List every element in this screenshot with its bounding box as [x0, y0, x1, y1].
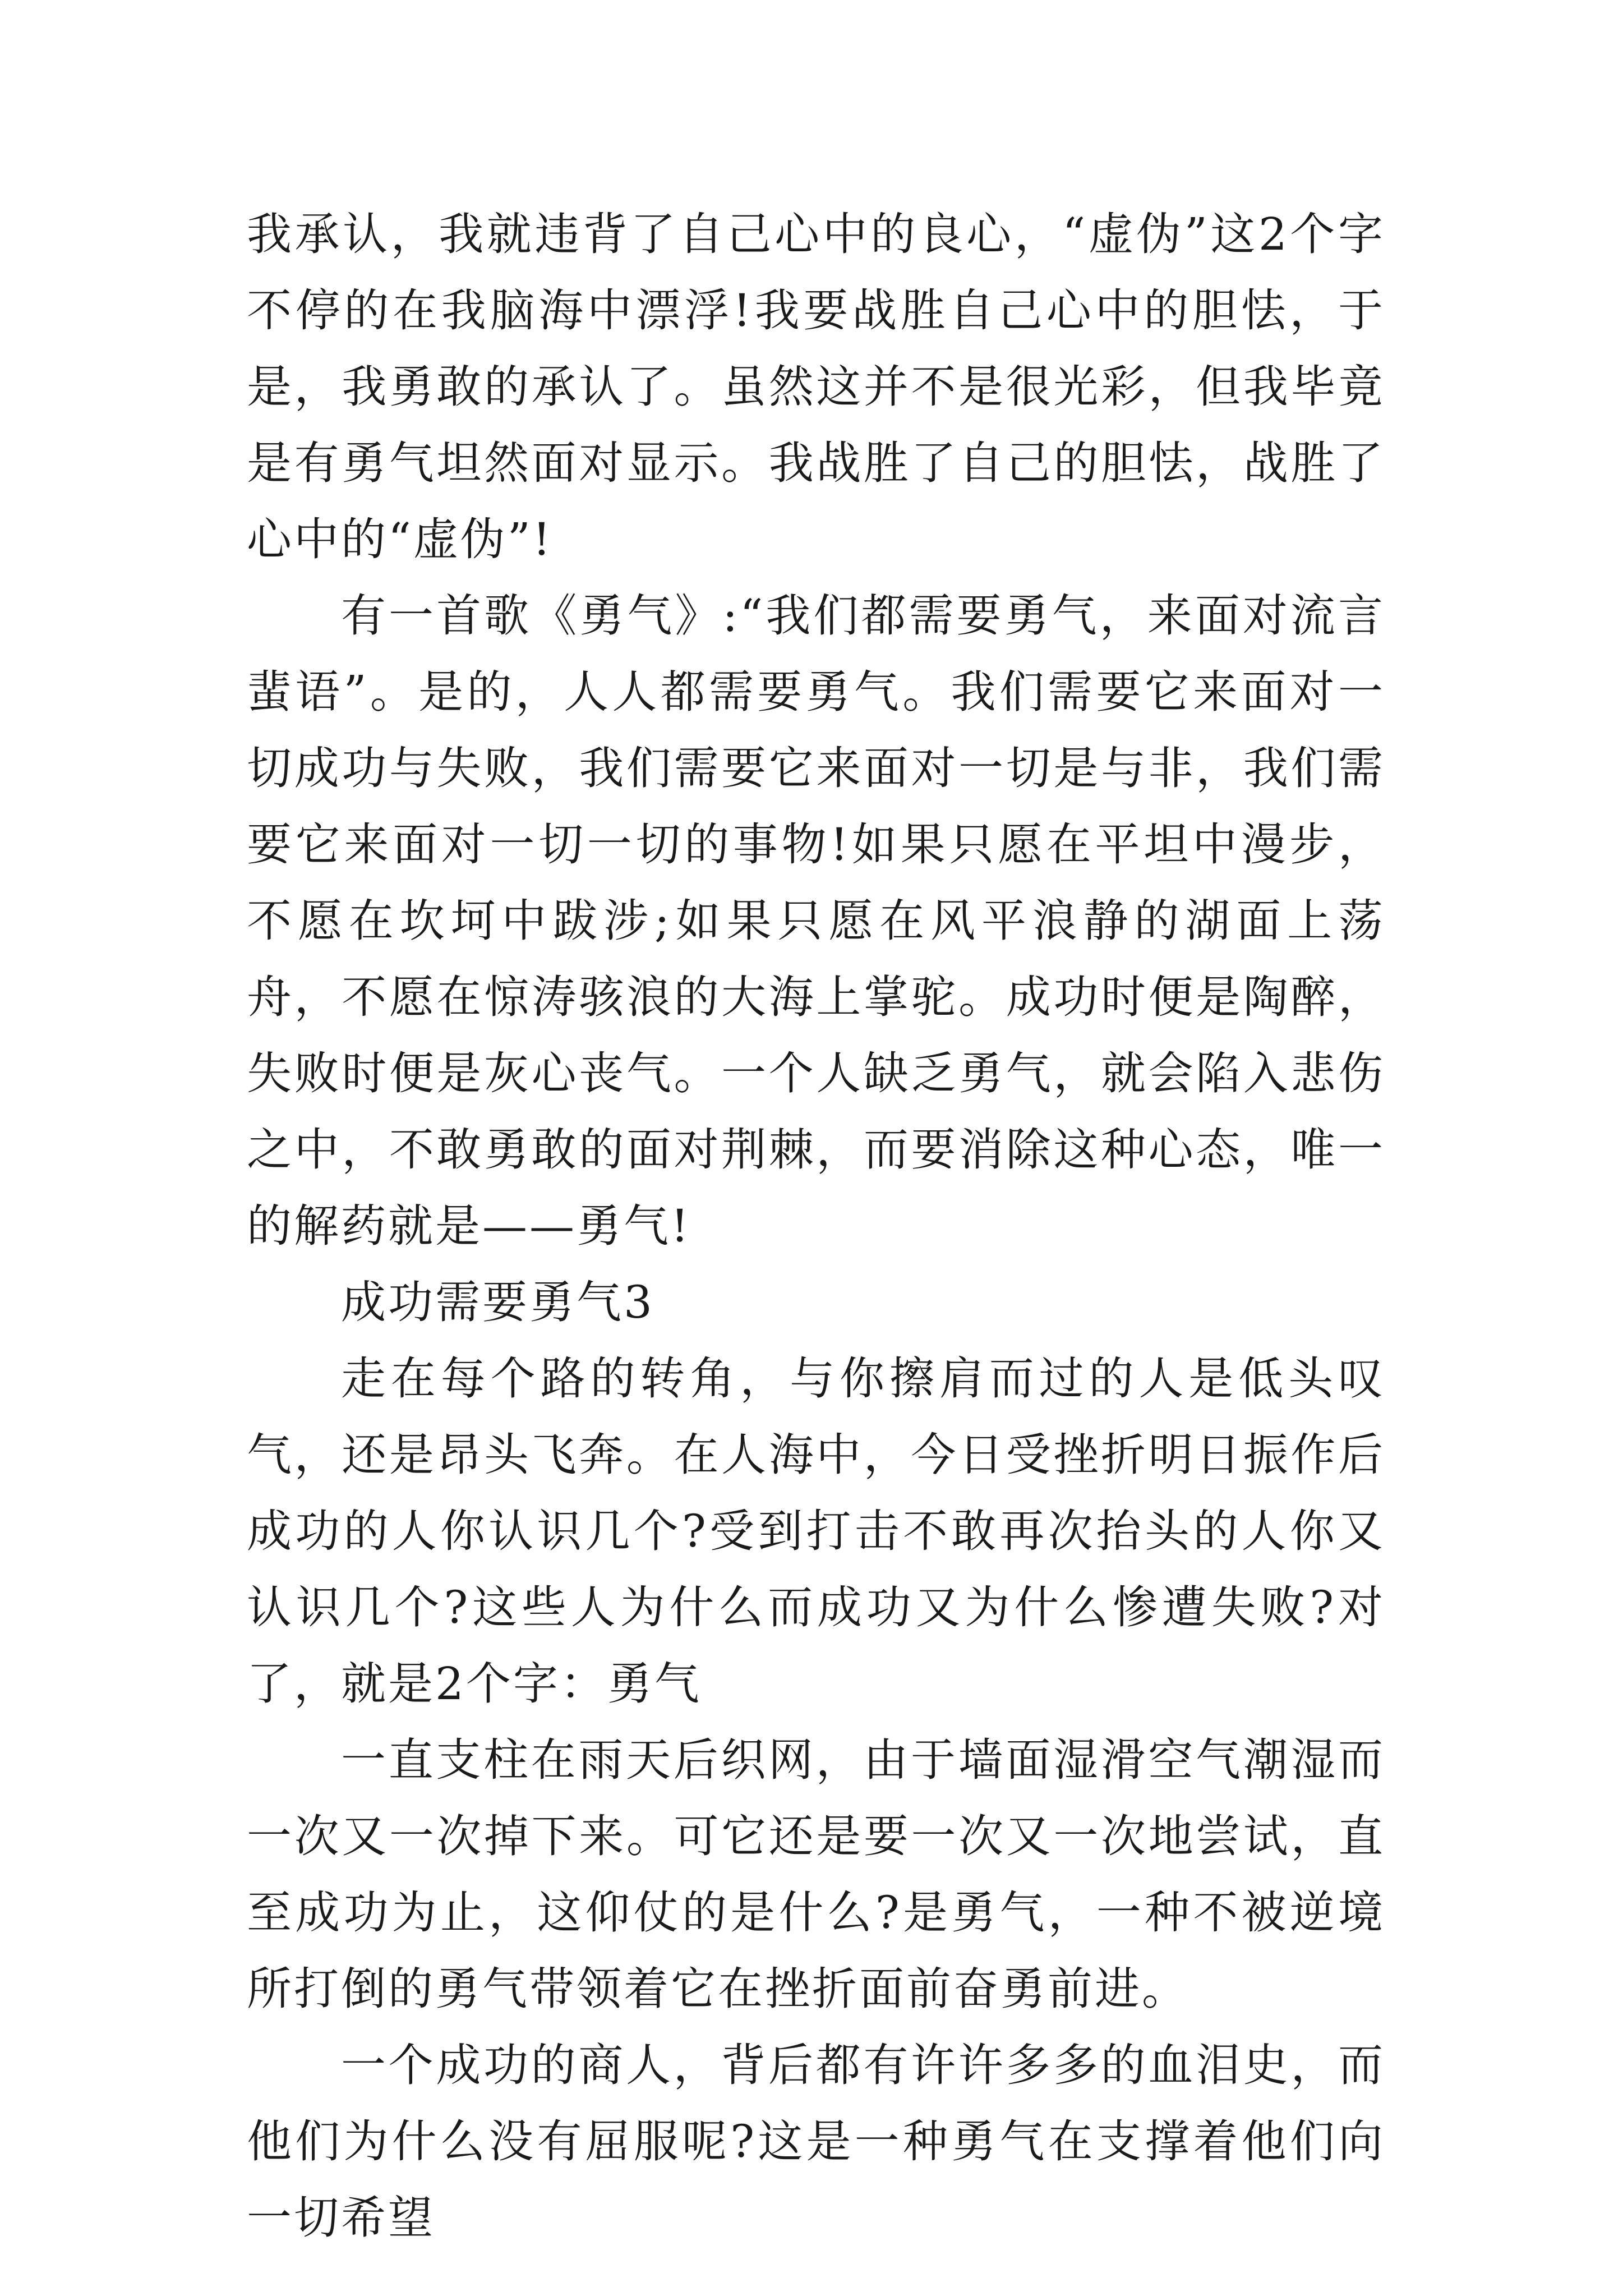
paragraph-2: 有一首歌《勇气》:“我们都需要勇气，来面对流言蜚语”。是的，人人都需要勇气。我们需要它来面对一切成功与失败，我们需要它来面对一切是与非，我们需要它来面对一切一切的事物!如果只愿在平坦中漫步，不愿在坎坷中跋涉;如果只愿在风平浪静的湖面上荡舟，不愿在惊涛骇浪的大海上掌驼。成功时便是陶醉，失败时便是灰心丧气。一个人缺乏勇气，就会陷入悲伤之中，不敢勇敢的面对荆棘，而要消除这种心态，唯一的解药就是——勇气!	[247, 590, 1385, 1252]
paragraph-5: 一个成功的商人，背后都有许许多多的血泪史，而他们为什么没有屈服呢?这是一种勇气在支撑着他们向一切希望	[247, 2039, 1385, 2244]
document-body	[247, 196, 1385, 2256]
section-heading: 成功需要勇气3	[341, 1276, 654, 1328]
paragraph-1: 我承认，我就违背了自己心中的良心，“虚伪”这2个字不停的在我脑海中漂浮!我要战胜自己心中的胆怯，于是，我勇敢的承认了。虽然这并不是很光彩，但我毕竟是有勇气坦然面对显示。我战胜了自己的胆怯，战胜了心中的“虚伪”!	[247, 208, 1385, 565]
paragraph-4: 一直支柱在雨天后织网，由于墙面湿滑空气潮湿而一次又一次掉下来。可它还是要一次又一次地尝试，直至成功为止，这仰仗的是什么?是勇气，一种不被逆境所打倒的勇气带领着它在挫折面前奋勇前进。	[247, 1734, 1385, 2015]
paragraph-3: 走在每个路的转角，与你擦肩而过的人是低头叹气，还是昂头飞奔。在人海中，今日受挫折明日振作后成功的人你认识几个?受到打击不敢再次抬头的人你又认识几个?这些人为什么而成功又为什么惨遭失败?对了，就是2个字：勇气	[247, 1352, 1385, 1710]
